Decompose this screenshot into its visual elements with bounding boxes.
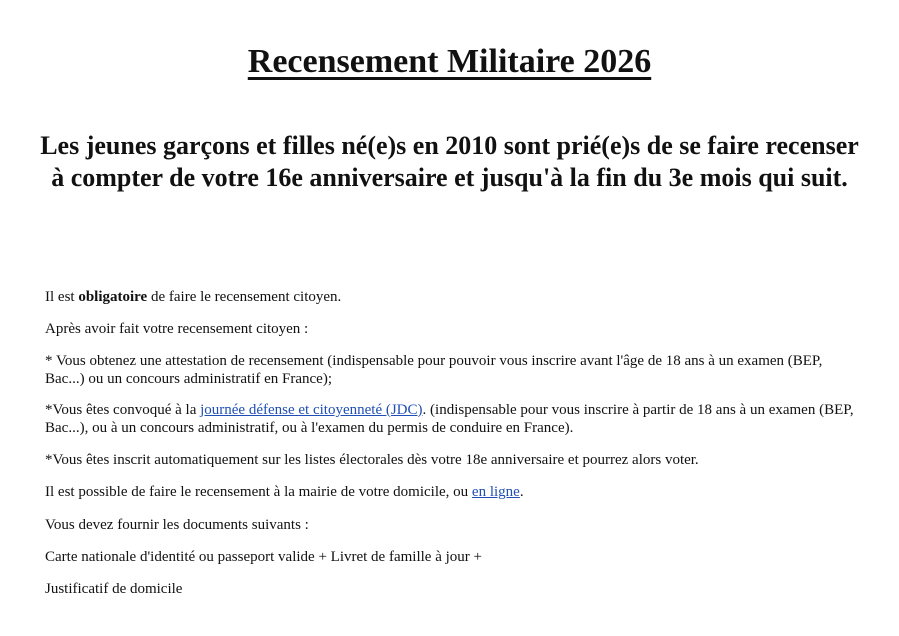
subtitle: Les jeunes garçons et filles né(e)s en 2010 sont prié(e)s de se faire recenser à compter de votre 16e anniversaire et jusqu'à la fin du 3e mois qui suit. [40, 131, 859, 192]
paragraph-documents: Vous devez fournir les documents suivants : [45, 517, 309, 533]
paragraph-apres: Après avoir fait votre recensement citoyen : [45, 321, 309, 337]
paragraph-inscrit: *Vous êtes inscrit automatiquement sur les listes électorales dès votre 18e anniversaire et pourrez alors voter. [45, 452, 699, 468]
paragraph-justificatif: Justificatif de domicile [45, 581, 183, 597]
page-title: Recensement Militaire 2026 [247, 43, 652, 80]
paragraph-convoque [45, 401, 865, 437]
text-segment: Il est possible de faire le recensement à la mairie de votre domicile, ou [45, 484, 472, 500]
text-segment: *Vous êtes convoqué à la [45, 402, 201, 418]
paragraph-attestation: * Vous obtenez une attestation de recensement (indispensable pour pouvoir vous inscrire avant l'âge de 18 ans à un examen (BEP, Bac...) ou un concours administratif en France); [45, 353, 823, 387]
paragraph-possible [45, 483, 865, 501]
jdc-link[interactable]: journée défense et citoyenneté (JDC) [200, 402, 423, 418]
text-segment: . (indispensable pour vous inscrire à partir de 18 ans à un examen (BEP, Bac...), ou à un concours administratif, ou à l'examen du permis de conduire en France). [45, 402, 854, 436]
bold-obligatoire: obligatoire [78, 289, 148, 305]
en-ligne-link[interactable]: en ligne [471, 484, 520, 500]
paragraph-carte: Carte nationale d'identité ou passeport valide + Livret de famille à jour + [45, 549, 482, 565]
paragraph-obligatoire [45, 288, 865, 306]
text-segment: Il est [45, 289, 79, 305]
text-segment: . [519, 484, 524, 500]
text-segment: de faire le recensement citoyen. [147, 289, 342, 305]
